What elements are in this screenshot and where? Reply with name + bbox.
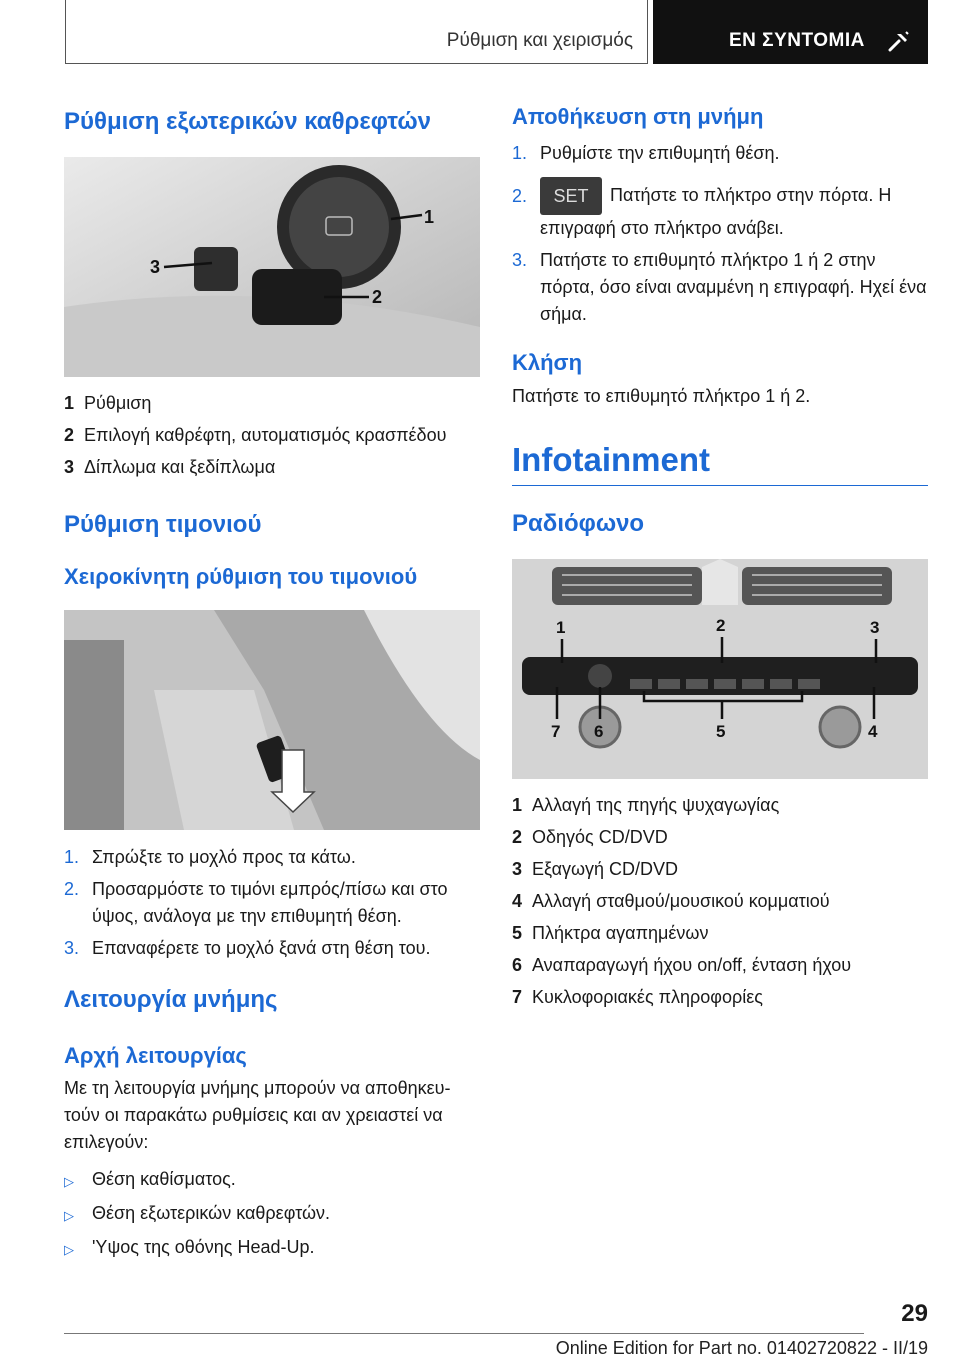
- triangle-bullet-icon: ▷: [64, 1242, 74, 1258]
- footer-divider: [64, 1333, 864, 1334]
- wheel-subtitle: Χειροκίνητη ρύθμιση του τιμονιού: [64, 563, 418, 589]
- header-tab[interactable]: [653, 0, 928, 64]
- infotainment-heading: [512, 440, 928, 487]
- list-item: 3 Δίπλωμα και ξεδίπλωμα: [64, 456, 276, 477]
- radio-legend: [512, 789, 928, 1013]
- right-column: [512, 100, 928, 1013]
- footer-edition: Online Edition for Part no. 01402720822 - II/19: [555, 1338, 928, 1358]
- memory-title: Λειτουργία μνήμης: [64, 985, 278, 1013]
- radio-title: Ραδιόφωνο: [512, 510, 645, 538]
- list-item: 4 Αλλαγή σταθμού/μουσικού κομματιού: [512, 891, 830, 912]
- list-item: 3. Επαναφέρετε το μοχλό ξανά στη θέση του.: [64, 937, 431, 958]
- header-tab-label: ΕΝ ΣΥΝΤΟΜΙΑ: [729, 30, 865, 51]
- list-item: 2. Προσαρμόστε το τιμόνι εμπρός/πίσω και στο ύψος, ανάλογα με την επιθυμητή θέση.: [64, 878, 448, 926]
- radio-callout: 7: [551, 722, 561, 742]
- radio-callout: 2: [716, 616, 726, 636]
- list-item: 2. SET Πατήστε το πλήκτρο στην πόρτα. Η επιγραφή στο πλήκτρο ανάβει.: [512, 177, 928, 242]
- mirror-legend: [64, 387, 480, 483]
- mirror-callout: 2: [372, 286, 383, 307]
- header-section-title: Ρύθμιση και χειρισμός: [446, 30, 633, 51]
- page-number: 29: [901, 1300, 928, 1327]
- memory-subtitle: Αρχή λειτουργίας: [64, 1042, 247, 1068]
- mirror-callout: 1: [424, 206, 435, 227]
- mirror-callout: 3: [150, 256, 161, 277]
- quick-tools-icon: [887, 30, 911, 52]
- list-item: 6 Αναπαραγωγή ήχου on/off, ένταση ήχου: [512, 955, 852, 976]
- mirror-controls-image: [64, 157, 480, 377]
- list-item: 5 Πλήκτρα αγαπημένων: [512, 923, 709, 944]
- wheel-steps: [64, 844, 480, 962]
- radio-callout: 4: [868, 722, 878, 742]
- radio-panel-image: [512, 559, 928, 779]
- infotainment-title: Infotainment: [512, 440, 710, 478]
- left-column: [64, 100, 480, 1268]
- list-item: 7 Κυκλοφοριακές πληροφορίες: [512, 987, 763, 1008]
- set-button-icon: SET: [540, 177, 602, 215]
- header-section: [65, 0, 648, 64]
- steering-lever-image: [64, 610, 480, 830]
- list-item: ▷ 'Υψος της οθόνης Head-Up.: [64, 1234, 480, 1263]
- list-item: 3 Εξαγωγή CD/DVD: [512, 859, 679, 880]
- list-item: ▷ Θέση καθίσματος.: [64, 1166, 480, 1195]
- radio-callout: 6: [594, 722, 604, 742]
- list-item: 1 Ρύθμιση: [64, 392, 152, 413]
- list-item: 1. Ρυθμίστε την επιθυμητή θέση.: [512, 143, 780, 164]
- memory-text: Με τη λειτουργία μνήμης μπορούν να αποθηκευ‐τούν οι παρακάτω ρυθμίσεις και αν χρειαστεί να επιλεγούν:: [64, 1078, 451, 1153]
- list-item: 1. Σπρώξτε το μοχλό προς τα κάτω.: [64, 846, 356, 867]
- list-item: 2 Οδηγός CD/DVD: [512, 827, 668, 848]
- store-title: Αποθήκευση στη μνήμη: [512, 104, 764, 129]
- radio-callout: 3: [870, 618, 880, 638]
- recall-title: Κλήση: [512, 350, 583, 376]
- store-steps: [512, 140, 928, 328]
- recall-text: Πατήστε το επιθυμητό πλήκτρο 1 ή 2.: [512, 385, 811, 406]
- radio-callout: 5: [716, 722, 726, 742]
- memory-bullets: [64, 1166, 480, 1263]
- mirror-title: Ρύθμιση εξωτερικών καθρεφτών: [64, 108, 431, 135]
- wheel-title: Ρύθμιση τιμονιού: [64, 510, 262, 538]
- list-item: 2 Επιλογή καθρέφτη, αυτοματισμός κρασπέδου: [64, 424, 447, 445]
- list-item: ▷ Θέση εξωτερικών καθρεφτών.: [64, 1200, 480, 1229]
- triangle-bullet-icon: ▷: [64, 1174, 74, 1190]
- triangle-bullet-icon: ▷: [64, 1208, 74, 1224]
- page-header: [65, 0, 928, 64]
- radio-callout: 1: [556, 618, 566, 638]
- list-item: 3. Πατήστε το επιθυμητό πλήκτρο 1 ή 2 στην πόρτα, όσο είναι αναμμένη η επιγραφή. Ηχεί ένα σήμα.: [512, 250, 927, 325]
- list-item: 1 Αλλαγή της πηγής ψυχαγωγίας: [512, 795, 780, 816]
